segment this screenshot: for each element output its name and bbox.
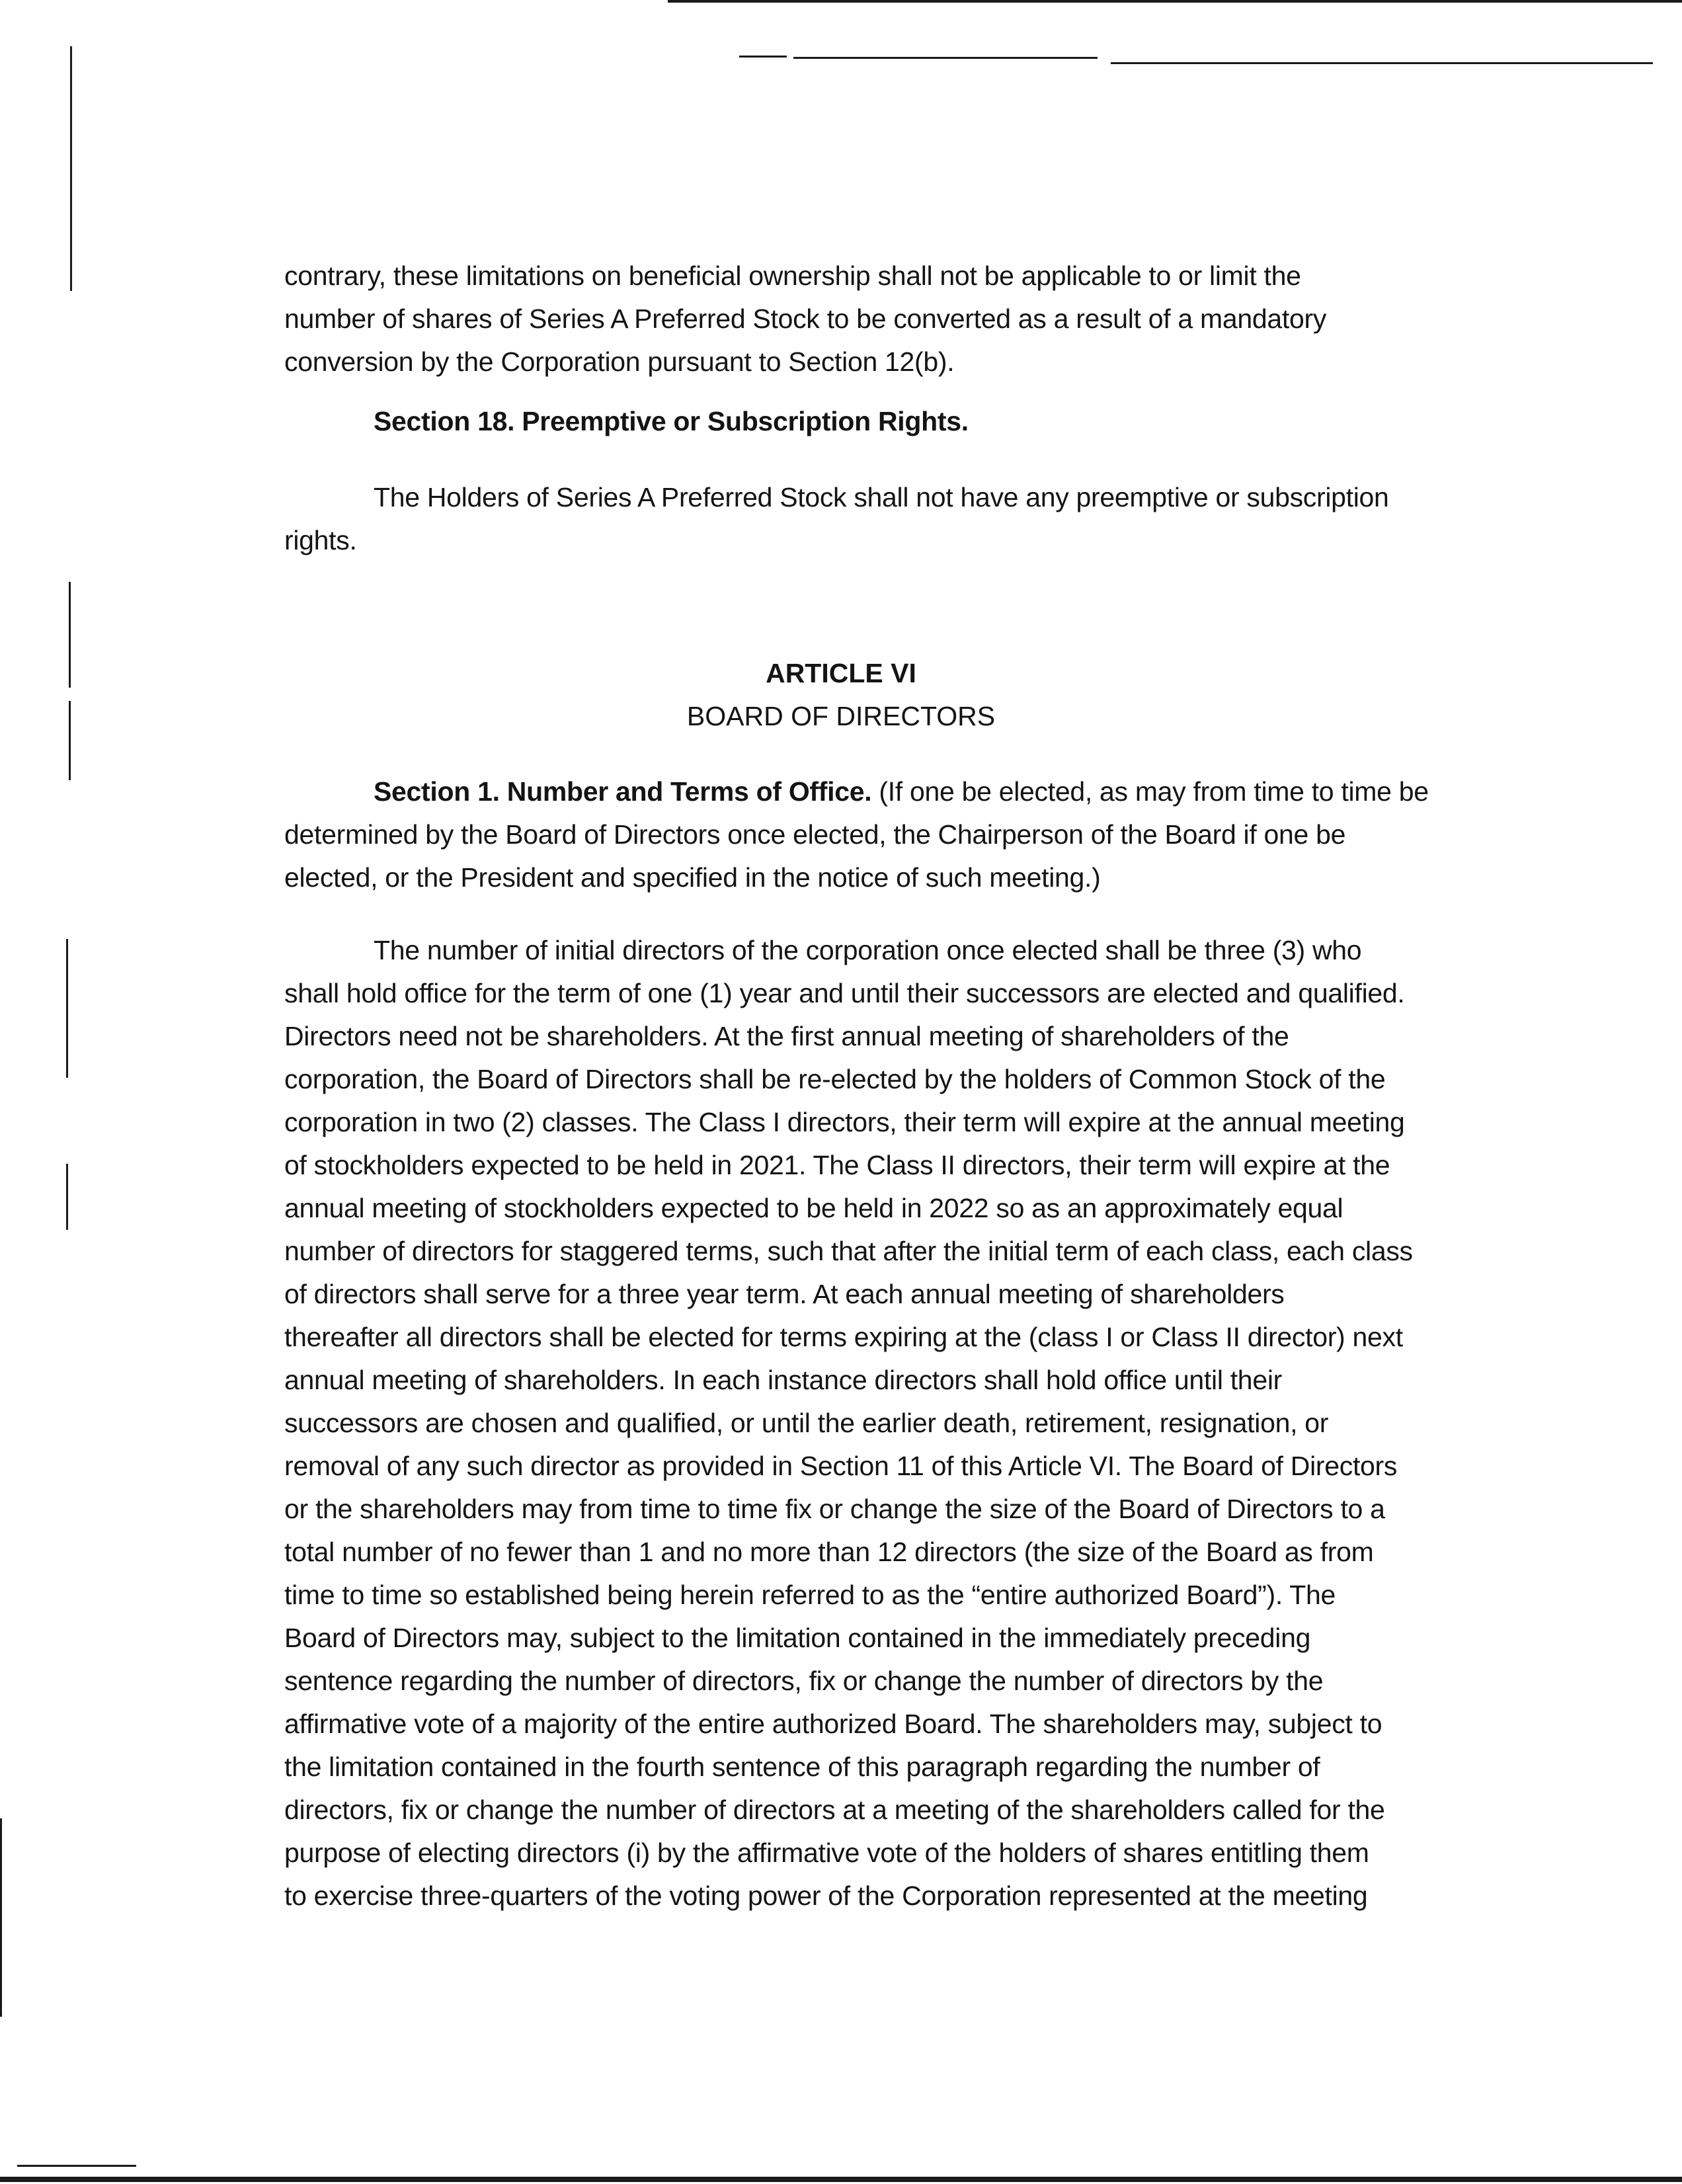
scan-rule (739, 56, 787, 58)
section-18-body (284, 476, 1494, 562)
text-line: contrary, these limitations on beneficial ownership shall not be applicable to or limit the (284, 261, 1301, 291)
text-line: Directors need not be shareholders. At the first annual meeting of shareholders of the (284, 1021, 1289, 1051)
text-line: of stockholders expected to be held in 2021. The Class II directors, their term will expire at the (284, 1150, 1390, 1180)
section-1-body (284, 929, 1494, 1918)
text-line: to exercise three-quarters of the voting power of the Corporation represented at the meeting (284, 1881, 1368, 1911)
text-line: successors are chosen and qualified, or until the earlier death, retirement, resignation, or (284, 1408, 1329, 1438)
text-line: corporation, the Board of Directors shall be re-elected by the holders of Common Stock of the (284, 1064, 1386, 1094)
scan-rule (1111, 62, 1653, 64)
text-line: conversion by the Corporation pursuant to Section 12(b). (284, 346, 955, 377)
text-line: corporation in two (2) classes. The Class I directors, their term will expire at the annual meeting (284, 1107, 1405, 1137)
text-line: the limitation contained in the fourth sentence of this paragraph regarding the number of (284, 1752, 1320, 1782)
text-line: number of directors for staggered terms, such that after the initial term of each class, each class (284, 1236, 1413, 1266)
carryover-paragraph (284, 255, 1494, 384)
text-line: directors, fix or change the number of directors at a meeting of the shareholders called for the (284, 1795, 1385, 1825)
text-line: The Holders of Series A Preferred Stock shall not have any preemptive or subscription (374, 482, 1389, 512)
text-line: shall hold office for the term of one (1) year and until their successors are elected and qualified. (284, 978, 1405, 1008)
scan-bottom-edge (0, 2177, 1682, 2182)
section-1-heading: Section 1. Number and Terms of Office. (374, 776, 872, 807)
text-line: determined by the Board of Directors once elected, the Chairperson of the Board if one be (284, 819, 1346, 850)
text-line: Board of Directors may, subject to the limitation contained in the immediately preceding (284, 1623, 1311, 1653)
text-line: The number of initial directors of the corporation once elected shall be three (3) who (374, 935, 1362, 965)
text-line: affirmative vote of a majority of the entire authorized Board. The shareholders may, subject to (284, 1709, 1382, 1739)
text-line: number of shares of Series A Preferred Stock to be converted as a result of a mandatory (284, 303, 1327, 334)
text-line: rights. (284, 525, 357, 555)
text-line: purpose of electing directors (i) by the affirmative vote of the holders of shares entitling them (284, 1838, 1369, 1868)
text-line: or the shareholders may from time to time fix or change the size of the Board of Directors to a (284, 1494, 1385, 1524)
text-line: removal of any such director as provided in Section 11 of this Article VI. The Board of Directors (284, 1451, 1398, 1481)
text-line (284, 770, 1494, 813)
text-line: time to time so established being herein referred to as the “entire authorized Board”). The (284, 1580, 1336, 1610)
section-18-heading-block (284, 400, 1494, 443)
text-line: elected, or the President and specified in the notice of such meeting.) (284, 862, 1101, 893)
article-subtitle: BOARD OF DIRECTORS (686, 701, 996, 731)
section-1-intro-first: (If one be elected, as may from time to time be (879, 776, 1429, 807)
text-line: annual meeting of shareholders. In each instance directors shall hold office until their (284, 1365, 1282, 1395)
scan-top-edge (668, 0, 1682, 3)
text-line: sentence regarding the number of directors, fix or change the number of directors by the (284, 1666, 1324, 1696)
scan-rule (17, 2165, 136, 2167)
text-line: annual meeting of stockholders expected to be held in 2022 so as an approximately equal (284, 1193, 1343, 1223)
scan-margin-mark (66, 1164, 68, 1230)
scan-rule (793, 57, 1098, 59)
section-1-intro (284, 770, 1494, 899)
article-title: ARTICLE VI (766, 658, 916, 688)
text-line: total number of no fewer than 1 and no more than 12 directors (the size of the Board as from (284, 1537, 1374, 1567)
text-line: of directors shall serve for a three year term. At each annual meeting of shareholders (284, 1279, 1285, 1309)
text-line: thereafter all directors shall be elected for terms expiring at the (class I or Class II director) next (284, 1322, 1403, 1352)
scan-margin-mark (66, 939, 68, 1078)
section-18-heading: Section 18. Preemptive or Subscription Rights. (374, 406, 969, 436)
scan-margin-mark (70, 46, 72, 291)
scan-margin-mark (0, 1818, 2, 2017)
